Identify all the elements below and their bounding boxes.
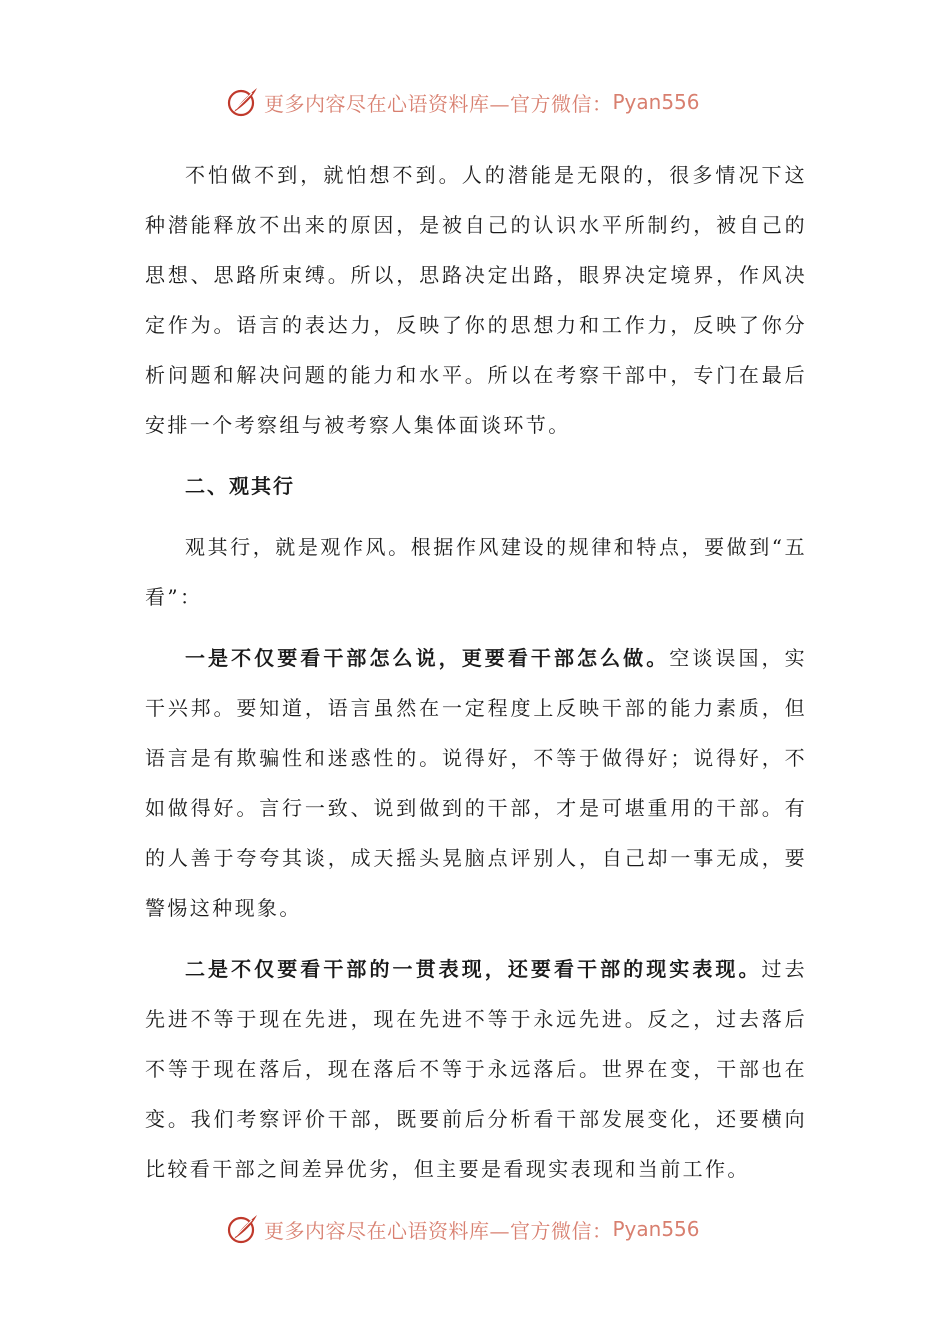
quill-pen-icon [226,1212,260,1246]
point-one-lead: 一是不仅要看干部怎么说，更要看干部怎么做。 [185,646,670,670]
quill-pen-icon [226,85,260,119]
document-body [145,150,807,1205]
watermark-wechat-id: Pyan556 [612,1217,700,1241]
paragraph-intro: 不怕做不到，就怕想不到。人的潜能是无限的，很多情况下这种潜能释放不出来的原因，是被自己的认识水平所制约，被自己的思想、思路所束缚。所以，思路决定出路，眼界决定境界，作风决定作为。语言的表达力，反映了你的思想力和工作力，反映了你分析问题和解决问题的能力和水平。所以在考察干部中，专门在最后安排一个考察组与被考察人集体面谈环节。 [145,163,807,437]
paragraph-point-one [145,633,807,933]
point-one-body: 空谈误国，实干兴邦。要知道，语言虽然在一定程度上反映干部的能力素质，但语言是有欺骗性和迷惑性的。说得好，不等于做得好；说得好，不如做得好。言行一致、说到做到的干部，才是可堪重用的干部。有的人善于夸夸其谈，成天摇头晃脑点评别人，自己却一事无成，要警惕这种现象。 [145,646,808,920]
header-watermark [226,84,700,120]
point-two-lead: 二是不仅要看干部的一贯表现，还要看干部的现实表现。 [185,957,762,981]
paragraph-point-two [145,944,807,1194]
section-heading: 二、观其行 [185,474,295,498]
footer-watermark [226,1211,700,1247]
point-two-body: 过去先进不等于现在先进，现在先进不等于永远先进。反之，过去落后不等于现在落后，现在落后不等于永远落后。世界在变，干部也在变。我们考察评价干部，既要前后分析看干部发展变化，还要横向比较看干部之间差异优劣，但主要是看现实表现和当前工作。 [145,957,807,1181]
watermark-text: 更多内容尽在心语资料库—官方微信： [264,1218,613,1243]
watermark-text: 更多内容尽在心语资料库—官方微信： [264,91,613,116]
paragraph-five-looks: 观其行，就是观作风。根据作风建设的规律和特点，要做到“五看”： [145,535,807,609]
watermark-wechat-id: Pyan556 [612,90,700,114]
